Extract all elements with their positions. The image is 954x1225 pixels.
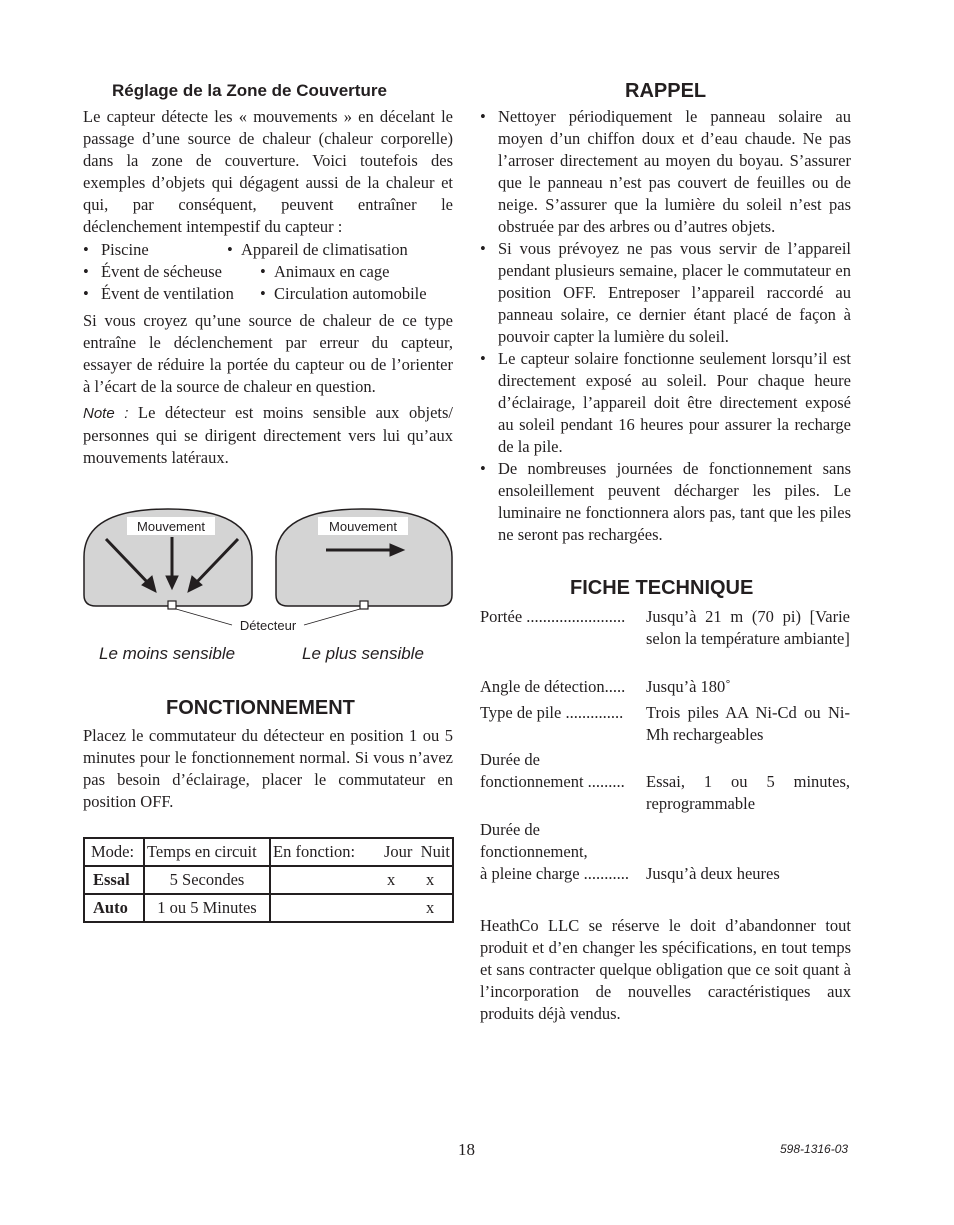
note-paragraph xyxy=(83,402,453,469)
spec-value: Essai, 1 ou 5 minutes, reprogrammable xyxy=(646,772,850,813)
list-item: • Nettoyer périodiquement le panneau solaire au moyen d’un chiffon doux et d’eau chaude. Ne pas l’arroser directement au moyen du boyau. S’assurer que le panneau n’est pas couvert de feuilles ou de neige. S’assurer que la lumière du soleil n’est pas obstruée par des arbres ou d’autres objets. xyxy=(480,107,851,236)
list-item-text: Évent de sécheuse xyxy=(101,262,222,281)
night-label: Nuit xyxy=(420,842,450,861)
heat-source-advice xyxy=(83,310,453,398)
list-item: • Si vous prévoyez ne pas vous servir de l’appareil pendant plusieurs semaine, placer le commutateur en position OFF. Entreposer l’appareil raccordé au panneau solaire, ce dernier étant placé de façon à pouvoir capter la lumière du soleil. xyxy=(480,239,851,346)
list-item-text: Circulation automobile xyxy=(274,284,427,303)
detector-leader-left xyxy=(176,609,232,625)
spec-value: Trois piles AA Ni-Cd ou Ni-Mh rechargeables xyxy=(646,703,850,744)
spec-label: Portée ........................ xyxy=(480,607,626,626)
movement-label-right: Mouvement xyxy=(329,519,397,534)
table-header-time: Temps en circuit xyxy=(144,838,270,866)
list-item-text: Nettoyer périodiquement le panneau solaire au moyen d’un chiffon doux et d’eau chaude. Ne pas l’arroser directement au moyen du boyau. S’assurer que le panneau n’est pas couvert de feuilles ou de neige. S’assurer que la lumière du soleil n’est pas obstruée par des arbres ou d’autres objets. xyxy=(498,107,851,236)
detector-leader-right xyxy=(304,609,360,625)
night-mark: x xyxy=(426,898,435,917)
advice-text: Si vous croyez qu’une source de chaleur de ce type entraîne le déclenchement par erreur du capteur, essayer de réduire la portée du capteur ou de l’orienter à l’écart de la source de chaleur en question. xyxy=(83,311,453,396)
detector-label: Détecteur xyxy=(239,618,297,633)
page-number: 18 xyxy=(458,1140,475,1159)
table-header-onoff xyxy=(270,838,453,866)
list-item-text: Le capteur solaire fonctionne seulement lorsqu’il est directement exposé au soleil. Pour chaque heure d’éclairage, l’appareil doit être directement exposé au soleil pendant 16 heures pour assurer la recharge de la pile. xyxy=(498,349,851,456)
onoff-cell xyxy=(270,894,453,922)
caption-least-sensitive: Le moins sensible xyxy=(99,644,236,663)
table-header-mode: Mode: xyxy=(84,838,144,866)
document-code: 598-1316-03 xyxy=(780,1142,849,1156)
sensitivity-diagram xyxy=(80,495,458,645)
heat-source-list xyxy=(83,239,453,305)
time-cell: 1 ou 5 Minutes xyxy=(144,894,270,922)
caption-most-sensitive: Le plus sensible xyxy=(302,644,424,663)
list-item-text: De nombreuses journées de fonctionnement sans ensoleillement peuvent décharger les piles. Le luminaire ne fonctionnera alors pas, tant que les piles ne seront pas rechargées. xyxy=(498,459,851,544)
table-row xyxy=(84,894,453,922)
onoff-cell xyxy=(270,866,453,894)
operation-text: Placez le commutateur du détecteur en position 1 ou 5 minutes pour le fonctionnement normal. Si vous n’avez pas besoin d’éclairage, placer le commutateur en position OFF. xyxy=(83,726,453,811)
rappel-heading: RAPPEL xyxy=(625,80,707,102)
list-item: • Évent de sécheuse • Animaux en cage xyxy=(83,262,390,281)
time-cell: 5 Secondes xyxy=(144,866,270,894)
fiche-technique-heading: FICHE TECHNIQUE xyxy=(570,577,754,599)
spec-label: Durée de xyxy=(480,750,541,769)
coverage-intro-text: Le capteur détecte les « mouvements » en décelant le passage d’une source de chaleur (chaleur corporelle) dans la zone de couverture. Voici toutefois des exemples d’objets qui dégagent aussi de la chaleur et qui, par conséquent, peuvent entraîner le déclenchement intempestif du capteur : xyxy=(83,107,453,236)
mode-table xyxy=(83,837,454,923)
spec-value: Jusqu’à 180˚ xyxy=(646,677,731,696)
table-header-row xyxy=(84,838,453,866)
spec-label: Type de pile .............. xyxy=(480,703,624,722)
mode-cell: Auto xyxy=(84,894,144,922)
movement-label-left: Mouvement xyxy=(137,519,205,534)
mode-cell: Essal xyxy=(84,866,144,894)
spec-label: Durée de xyxy=(480,820,541,839)
on-label: En fonction: xyxy=(273,842,356,861)
spec-row-full-charge xyxy=(480,819,852,885)
spec-label: fonctionnement, xyxy=(480,842,588,861)
night-mark: x xyxy=(426,870,435,889)
operation-heading: FONCTIONNEMENT xyxy=(166,697,355,719)
operation-paragraph xyxy=(83,725,453,813)
coverage-zone-heading: Réglage de la Zone de Couverture xyxy=(112,81,387,100)
rappel-list xyxy=(480,106,851,546)
list-item: • Le capteur solaire fonctionne seulement lorsqu’il est directement exposé au soleil. Pour chaque heure d’éclairage, l’appareil doit être directement exposé au soleil pendant 16 heures pour assurer la recharge de la pile. xyxy=(480,349,851,456)
spec-row-range xyxy=(480,606,852,672)
spec-row-duration xyxy=(480,749,852,815)
list-item-text: Si vous prévoyez ne pas vous servir de l’appareil pendant plusieurs semaine, placer le commutateur en position OFF. Entreposer l’appareil raccordé au panneau solaire, ce dernier étant placé de façon à pouvoir capter la lumière du soleil. xyxy=(498,239,851,346)
spec-value: Jusqu’à 21 m (70 pi) [Varie selon la température ambiante] xyxy=(646,607,850,648)
list-item-text: Animaux en cage xyxy=(274,262,390,281)
detector-square-left xyxy=(168,601,176,609)
list-item: • Évent de ventilation • Circulation automobile xyxy=(83,284,427,303)
list-item-text: Appareil de climatisation xyxy=(241,240,408,259)
spec-label: Angle de détection..... xyxy=(480,677,626,696)
note-label: Note : xyxy=(83,405,129,422)
list-item: • De nombreuses journées de fonctionnement sans ensoleillement peuvent décharger les piles. Le luminaire ne fonctionnera alors pas, tant que les piles ne seront pas rechargées. xyxy=(480,459,851,544)
table-row xyxy=(84,866,453,894)
spec-value: Jusqu’à deux heures xyxy=(646,864,780,883)
list-item-text: Piscine xyxy=(101,240,149,259)
spec-row-angle xyxy=(480,676,852,698)
list-item: • Piscine • Appareil de climatisation xyxy=(83,240,408,259)
spec-label: fonctionnement ......... xyxy=(480,772,625,791)
note-text: Le détecteur est moins sensible aux objets/ personnes qui se dirigent directement vers lui qu’aux mouvements latéraux. xyxy=(83,403,453,467)
coverage-zone-paragraph xyxy=(83,106,453,238)
day-label: Jour xyxy=(383,842,413,861)
closing-text: HeathCo LLC se réserve le doit d’abandonner tout produit et d’en changer les spécifications, en tout temps et sans contracter quelque obligation que ce soit quant à l’incorporation de nouvelles caractéristiques aux produits déjà vendus. xyxy=(480,916,851,1023)
spec-label: à pleine charge ........... xyxy=(480,864,630,883)
spec-row-battery xyxy=(480,702,852,746)
list-item-text: Évent de ventilation xyxy=(101,284,234,303)
detector-square-right xyxy=(360,601,368,609)
closing-paragraph xyxy=(480,915,851,1025)
day-mark: x xyxy=(387,870,396,889)
